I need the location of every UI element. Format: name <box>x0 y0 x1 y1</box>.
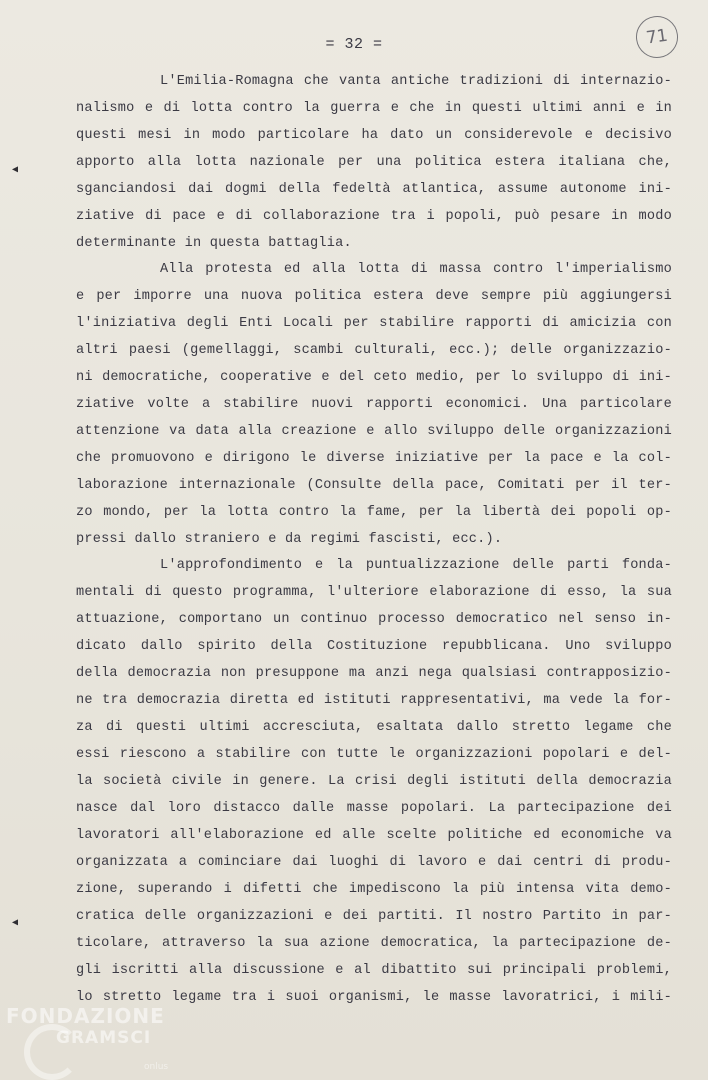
margin-bullet-icon: ◀ <box>12 918 19 929</box>
text-line: L'approfondimento e la puntualizzazione delle parti fonda- <box>160 558 672 573</box>
archive-number-stamp: 71 <box>633 13 680 60</box>
text-line: laborazione internazionale (Consulte della pace, Comitati per il ter- <box>76 478 672 493</box>
text-line: pressi dallo straniero e da regimi fascisti, ecc.). <box>76 532 503 547</box>
text-line: za di questi ultimi accresciuta, esaltata dallo stretto legame che <box>76 720 672 735</box>
page-number: = 32 = <box>325 36 383 53</box>
text-line: Alla protesta ed alla lotta di massa contro l'imperialismo <box>160 262 672 277</box>
text-line: l'iniziativa degli Enti Locali per stabilire rapporti di amicizia con <box>76 316 672 331</box>
text-line: dicato dallo spirito della Costituzione repubblicana. Uno sviluppo <box>76 639 672 654</box>
text-line: lavoratori all'elaborazione ed alle scelte politiche ed economiche va <box>76 828 672 843</box>
watermark-small: onlus <box>144 1062 169 1072</box>
text-line: apporto alla lotta nazionale per una politica estera italiana che, <box>76 155 672 170</box>
text-line: ziative di pace e di collaborazione tra i popoli, può pesare in modo <box>76 209 672 224</box>
text-line: la società civile in genere. La crisi degli istituti della democrazia <box>76 774 672 789</box>
margin-bullet-icon: ◀ <box>12 165 19 176</box>
text-line: mentali di questo programma, l'ulteriore elaborazione di esso, la sua <box>76 585 672 600</box>
text-line: ziative volte a stabilire nuovi rapporti economici. Una particolare <box>76 397 672 412</box>
text-line: ne tra democrazia diretta ed istituti rappresentativi, ma vede la for- <box>76 693 672 708</box>
text-line: nalismo e di lotta contro la guerra e che in questi ultimi anni e in <box>76 101 672 116</box>
text-line: attenzione va data alla creazione e allo sviluppo delle organizzazioni <box>76 424 672 439</box>
text-line: della democrazia non presuppone ma anzi nega qualsiasi contrapposizio- <box>76 666 672 681</box>
text-line: questi mesi in modo particolare ha dato un considerevole e decisivo <box>76 128 672 143</box>
watermark-bottom: GRAMSCI <box>56 1028 152 1048</box>
text-line: zione, superando i difetti che impediscono la più intensa vita demo- <box>76 882 672 897</box>
text-line: sganciandosi dai dogmi della fedeltà atlantica, assume autonome ini- <box>76 182 672 197</box>
text-line: gli iscritti alla discussione e al dibattito sui principali problemi, <box>76 963 672 978</box>
text-line: cratica delle organizzazioni e dei partiti. Il nostro Partito in par- <box>76 909 672 924</box>
text-line: che promuovono e dirigono le diverse iniziative per la pace e la col- <box>76 451 672 466</box>
text-line: essi riescono a stabilire con tutte le organizzazioni popolari e del- <box>76 747 672 762</box>
fondazione-gramsci-watermark <box>6 1004 165 1048</box>
text-line: L'Emilia-Romagna che vanta antiche tradizioni di internazio- <box>160 74 672 89</box>
text-line: zo mondo, per la lotta contro la fame, per la libertà dei popoli op- <box>76 505 672 520</box>
watermark-top: FONDAZIONE <box>6 1004 165 1028</box>
text-line: ticolare, attraverso la sua azione democratica, la partecipazione de- <box>76 936 672 951</box>
text-line: ni democratiche, cooperative e del ceto medio, per lo sviluppo di ini- <box>76 370 672 385</box>
text-line: determinante in questa battaglia. <box>76 236 352 251</box>
text-line: nasce dal loro distacco dalle masse popolari. La partecipazione dei <box>76 801 672 816</box>
text-line: e per imporre una nuova politica estera deve sempre più aggiungersi <box>76 289 672 304</box>
text-line: lo stretto legame tra i suoi organismi, le masse lavoratrici, i mili- <box>76 990 672 1005</box>
text-line: attuazione, comportano un continuo processo democratico nel senso in- <box>76 612 672 627</box>
text-line: organizzata a cominciare dai luoghi di lavoro e dai centri di produ- <box>76 855 672 870</box>
text-line: altri paesi (gemellaggi, scambi culturali, ecc.); delle organizzazio- <box>76 343 672 358</box>
